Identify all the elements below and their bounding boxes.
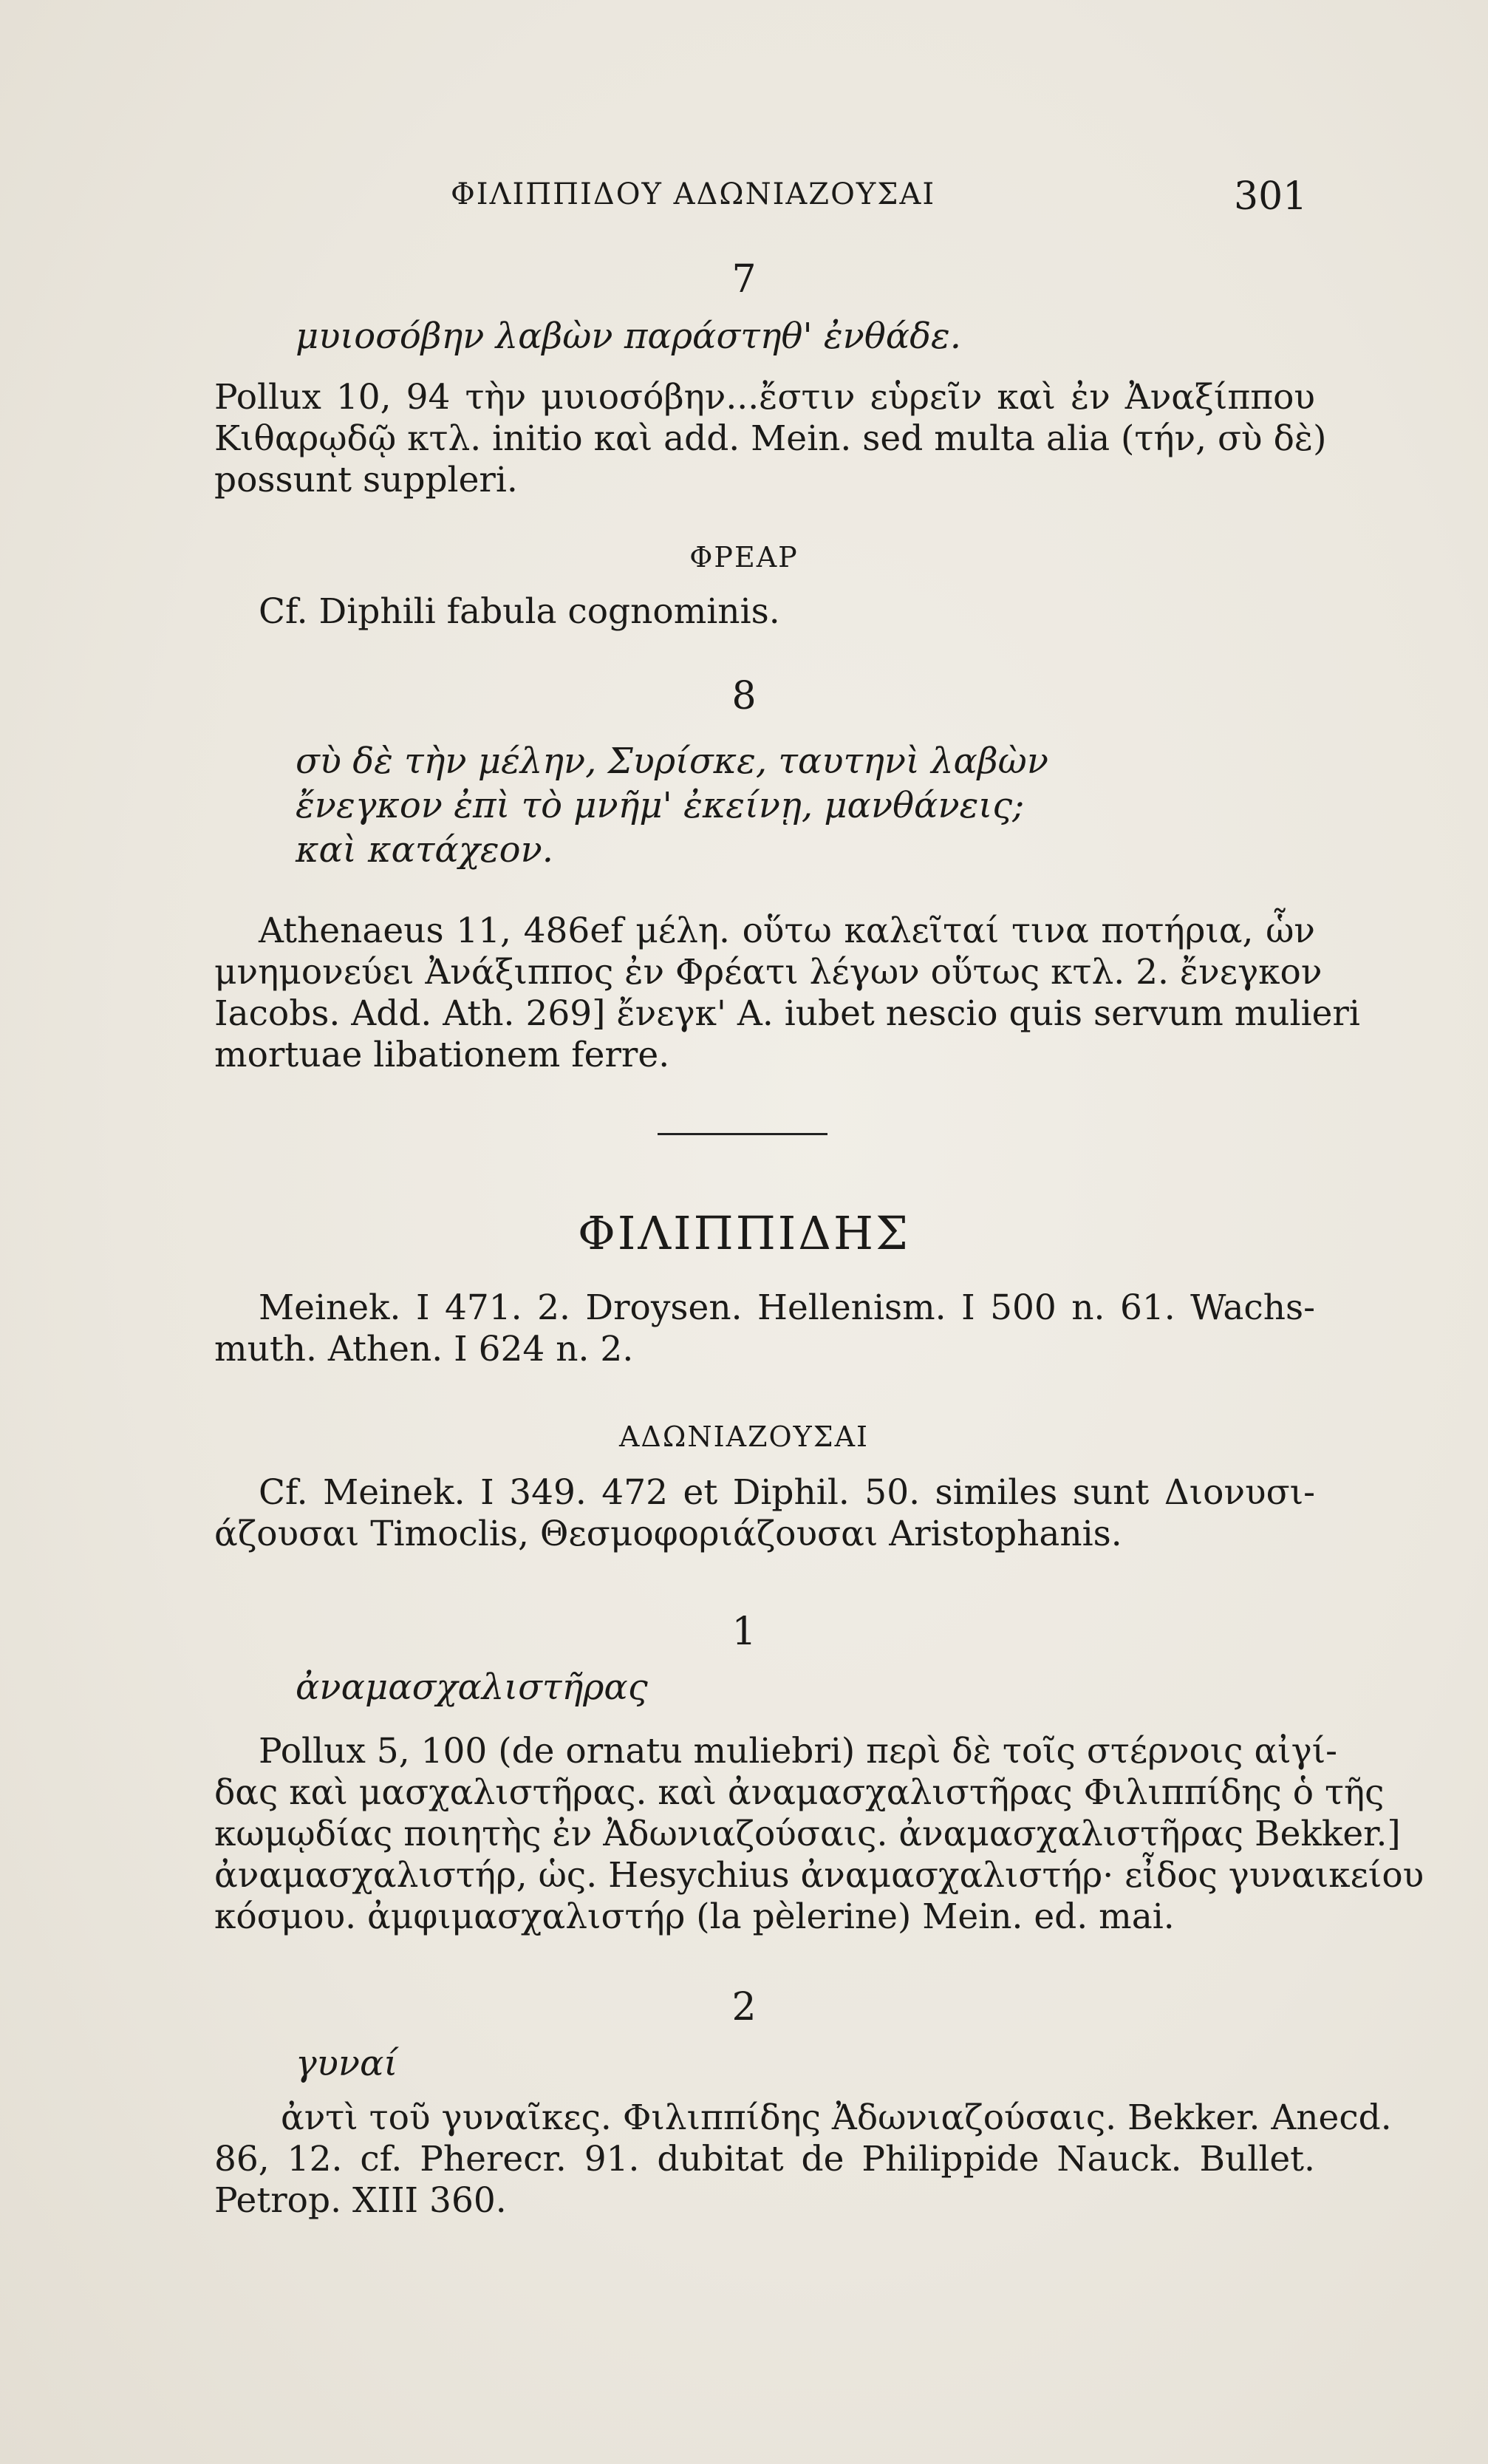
- note-line: άζουσαι Timoclis, Θεσμοφοριάζουσαι Aristophanis.: [214, 1514, 1122, 1554]
- play-title: ΑΔΩΝΙΑΖΟΥΣΑΙ: [618, 1420, 870, 1453]
- commentary-line: δας καὶ μασχαλιστῆρας. καὶ ἀναμασχαλιστῆρας Φιλιππίδης ὁ τῆς: [214, 1772, 1385, 1813]
- play-note: [214, 1472, 1315, 1555]
- fragment-number: 7: [731, 257, 757, 302]
- fragment-verse: [296, 314, 961, 358]
- verse-line: ἔνεγκον ἐπὶ τὸ μνῆμ' ἐκείνῃ, μανθάνεις;: [296, 785, 1025, 826]
- page-number: 301: [1234, 174, 1308, 219]
- commentary-line: Iacobs. Add. Ath. 269] ἔνεγκ' A. iubet nescio quis servum mulieri: [214, 993, 1360, 1034]
- commentary-line: Pollux 10, 94 τὴν μυιοσόβην...ἔστιν εὑρεῖν καὶ ἐν Ἀναξίππου: [214, 377, 1315, 418]
- commentary-line: Petrop. XIII 360.: [214, 2180, 507, 2221]
- commentary-line: 86, 12. cf. Pherecr. 91. dubitat de Philippide Nauck. Bullet.: [214, 2139, 1315, 2179]
- fragment-number: 1: [731, 1610, 757, 1654]
- reference-line: Meinek. I 471. 2. Droysen. Hellenism. I 500 n. 61. Wachs-: [259, 1287, 1315, 1328]
- author-references: [214, 1287, 1315, 1370]
- verse-line: ἀναμασχαλιστῆρας: [296, 1667, 648, 1708]
- verse-line: σὺ δὲ τὴν μέλην, Συρίσκε, ταυτηνὶ λαβὼν: [296, 741, 1048, 782]
- commentary: [214, 911, 1360, 1076]
- verse-line: μυιοσόβην λαβὼν παράστηθ' ἐνθάδε.: [296, 316, 962, 357]
- verse-line: καὶ κατάχεον.: [296, 829, 554, 871]
- commentary-line: Athenaeus 11, 486ef μέλη. οὕτω καλεῖταί τινα ποτήρια, ὧν: [259, 911, 1315, 951]
- reference-line: muth. Athen. I 624 n. 2.: [214, 1329, 634, 1369]
- section-divider: [658, 1133, 827, 1135]
- commentary-line: mortuae libationem ferre.: [214, 1035, 670, 1075]
- commentary-line: Κιθαρῳδῷ κτλ. initio καὶ add. Mein. sed multa alia (τήν, σὺ δὲ): [214, 418, 1327, 459]
- commentary-line: possunt suppleri.: [214, 460, 518, 500]
- commentary-line: κόσμου. ἀμφιμασχαλιστήρ (la pèlerine) Mein. ed. mai.: [214, 1896, 1175, 1937]
- commentary-line: ἀντὶ τοῦ γυναῖκες. Φιλιππίδης Ἀδωνιαζούσαις. Bekker. Anecd.: [281, 2097, 1392, 2138]
- note-line: Cf. Diphili fabula cognominis.: [259, 591, 780, 632]
- fragment-verse: [296, 1665, 648, 1709]
- commentary: [214, 2097, 1392, 2222]
- play-note: [259, 591, 1359, 633]
- play-title: ΦΡΕΑΡ: [689, 541, 799, 574]
- commentary-line: μνημονεύει Ἀνάξιππος ἐν Φρέατι λέγων οὕτως κτλ. 2. ἔνεγκον: [214, 952, 1323, 993]
- commentary-line: ἀναμασχαλιστήρ, ὡς. Hesychius ἀναμασχαλιστήρ· εἶδος γυναικείου: [214, 1855, 1424, 1896]
- note-line: Cf. Meinek. I 349. 472 et Diphil. 50. similes sunt Διονυσι-: [259, 1472, 1315, 1513]
- fragment-number: 8: [731, 674, 757, 718]
- running-title: ΦΙΛΙΠΠΙΔΟΥ ΑΔΩΝΙΑΖΟΥΣΑΙ: [451, 177, 936, 211]
- commentary: [214, 1731, 1424, 1938]
- fragment-number: 2: [731, 1985, 757, 2029]
- fragment-verse: [296, 739, 1048, 872]
- verse-line: γυναί: [296, 2043, 398, 2084]
- commentary-line: κωμῳδίας ποιητὴς ἐν Ἀδωνιαζούσαις. ἀναμασχαλιστῆρας Bekker.]: [214, 1814, 1401, 1854]
- author-heading: ΦΙΛΙΠΠΙΔΗΣ: [578, 1206, 910, 1260]
- commentary: [214, 377, 1327, 501]
- fragment-verse: [296, 2041, 397, 2086]
- commentary-line: Pollux 5, 100 (de ornatu muliebri) περὶ δὲ τοῖς στέρνοις αἰγί-: [259, 1731, 1338, 1772]
